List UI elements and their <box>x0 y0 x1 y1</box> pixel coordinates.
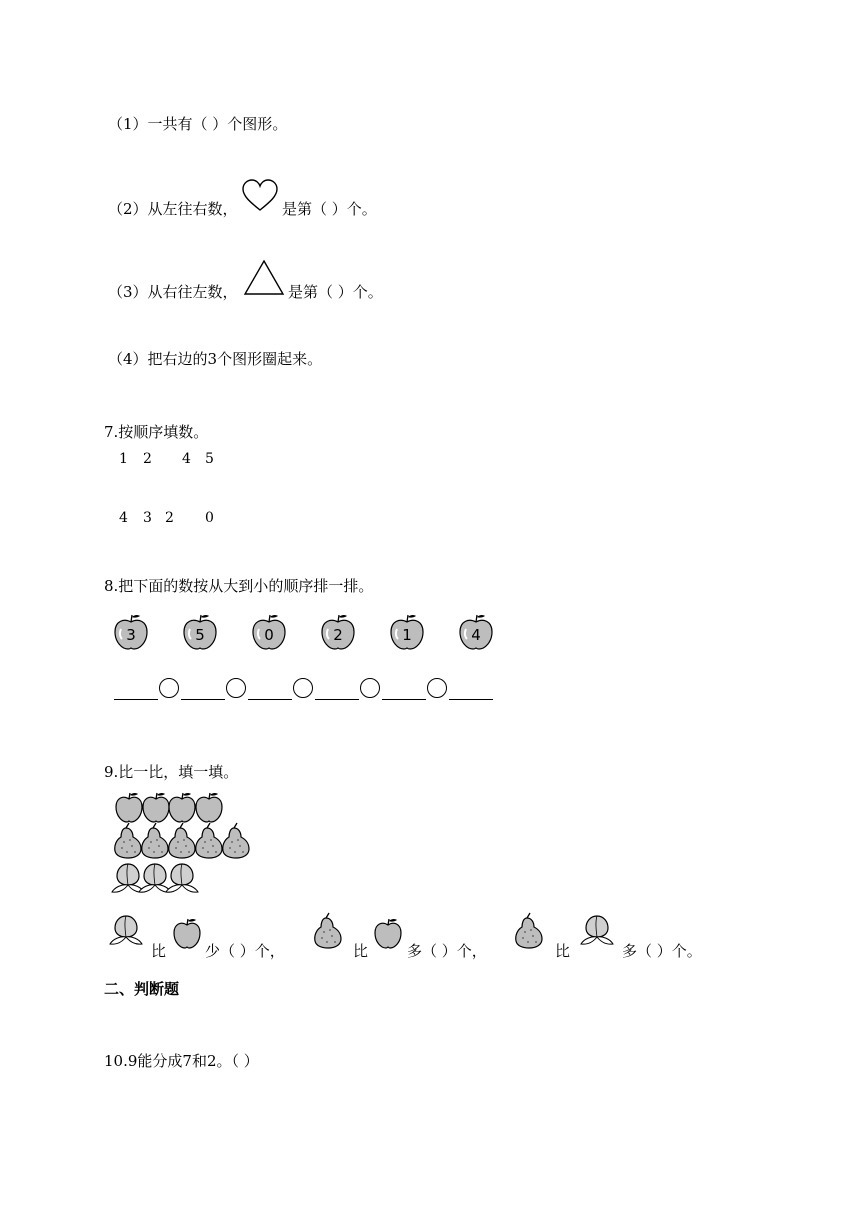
apple-icon <box>114 791 144 825</box>
q7-row1-num: 5 <box>205 451 214 467</box>
peach-icon <box>164 860 200 894</box>
compare-circle[interactable] <box>293 678 313 698</box>
apple-icon <box>194 791 224 825</box>
answer-blank[interactable] <box>114 699 158 700</box>
apple-number-icon <box>182 613 218 651</box>
apple-number-icon <box>251 613 287 651</box>
apple-number-icon <box>458 613 494 651</box>
heart-icon <box>242 180 278 212</box>
compare-circle[interactable] <box>360 678 380 698</box>
q7-row1-num: 2 <box>143 451 152 467</box>
q9-title: 9.比一比，填一填。 <box>104 763 239 781</box>
q10-text: 10.9能分成7和2。（ ） <box>104 1052 259 1070</box>
q9-s1-tail: 少（ ）个， <box>205 942 285 960</box>
q7-row1-num: 4 <box>182 451 191 467</box>
apple-number-icon <box>113 613 149 651</box>
apple-number-icon <box>320 613 356 651</box>
q7-row1-num: 1 <box>119 451 128 467</box>
compare-circle[interactable] <box>159 678 179 698</box>
q7-title: 7.按顺序填数。 <box>104 423 209 441</box>
q7-row2-num: 4 <box>119 510 128 526</box>
apple-number-label: 4 <box>471 626 481 644</box>
section2-title: 二、判断题 <box>104 980 180 998</box>
answer-blank[interactable] <box>248 699 292 700</box>
apple-number-label: 1 <box>402 626 412 644</box>
apple-number-icon <box>389 613 425 651</box>
answer-blank[interactable] <box>181 699 225 700</box>
q6-sub1: （1）一共有（ ）个图形。 <box>108 115 288 133</box>
apple-icon <box>373 917 403 951</box>
q7-row2-num: 2 <box>165 510 174 526</box>
q9-s2-tail: 多（ ）个， <box>407 942 487 960</box>
compare-circle[interactable] <box>427 678 447 698</box>
apple-icon <box>172 917 202 951</box>
pear-icon <box>312 912 344 950</box>
apple-number-label: 0 <box>264 626 274 644</box>
q6-sub2-suffix: 是第（ ）个。 <box>282 200 377 218</box>
answer-blank[interactable] <box>449 699 493 700</box>
apple-icon <box>141 791 171 825</box>
answer-blank[interactable] <box>382 699 426 700</box>
pear-icon <box>220 822 252 860</box>
q9-s3-tail: 多（ ）个。 <box>622 942 702 960</box>
pear-icon <box>513 912 545 950</box>
compare-circle[interactable] <box>226 678 246 698</box>
q6-sub3-prefix: （3）从右往左数， <box>108 283 238 301</box>
q8-title: 8.把下面的数按从大到小的顺序排一排。 <box>104 577 374 595</box>
apple-number-label: 5 <box>195 626 205 644</box>
apple-icon <box>167 791 197 825</box>
q9-s2-bi: 比 <box>353 942 369 960</box>
triangle-icon <box>243 260 285 296</box>
q6-sub3-suffix: 是第（ ）个。 <box>288 283 383 301</box>
q9-s3-bi: 比 <box>555 942 571 960</box>
q7-row2-num: 0 <box>205 510 214 526</box>
apple-number-label: 3 <box>126 626 136 644</box>
q7-row2-num: 3 <box>143 510 152 526</box>
peach-icon <box>108 912 144 946</box>
q6-sub4: （4）把右边的3个图形圈起来。 <box>108 350 323 368</box>
answer-blank[interactable] <box>315 699 359 700</box>
peach-icon <box>579 912 615 946</box>
apple-number-label: 2 <box>333 626 343 644</box>
q6-sub2-prefix: （2）从左往右数， <box>108 200 238 218</box>
q9-s1-bi: 比 <box>151 942 167 960</box>
